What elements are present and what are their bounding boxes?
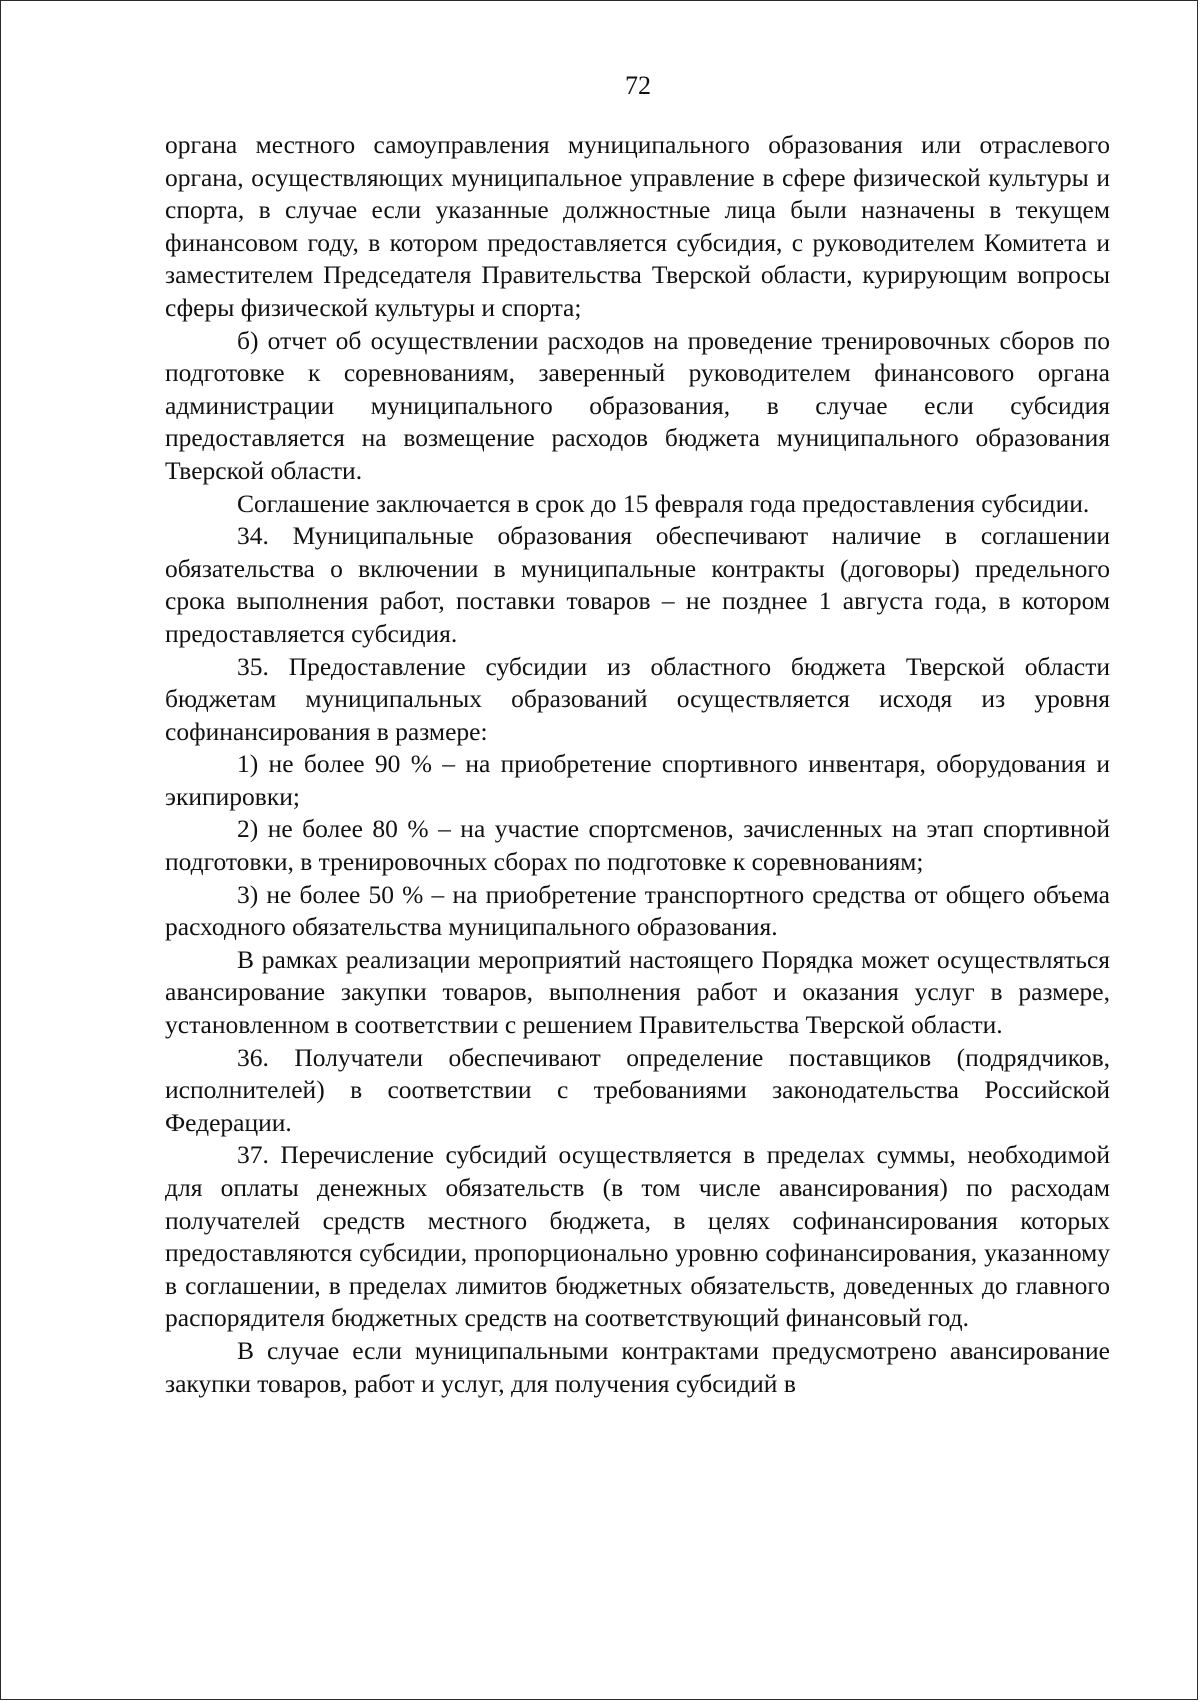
- document-body: [165, 129, 1110, 1400]
- paragraph-35-item-1: 1) не более 90 % – на приобретение спортивного инвентаря, оборудования и экипировки;: [165, 749, 1110, 811]
- paragraph-36: 36. Получатели обеспечивают определение поставщиков (подрядчиков, исполнителей) в соответствии с требованиями законодательства Российской Федерации.: [165, 1042, 1110, 1137]
- paragraph-agreement-deadline: Соглашение заключается в срок до 15 февраля года предоставления субсидии.: [237, 488, 1090, 518]
- paragraph-advance-payment: В рамках реализации мероприятий настоящего Порядка может осуществляться авансирование закупки товаров, выполнения работ и оказания услуг в размере, установленном в соответствии с решением Правительства Тверской области.: [165, 944, 1110, 1040]
- paragraph-37: 37. Перечисление субсидий осуществляется в пределах суммы, необходимой для оплаты денежных обязательств (в том числе авансирования) по расходам получателей средств местного бюджета, в целях софинансирования которых предоставляются субсидии, пропорционально уровню софинансирования, указанному в соглашении, в пределах лимитов бюджетных обязательств, доведенных до главного распорядителя бюджетных средств на соответствующий финансовый год.: [165, 1140, 1110, 1333]
- paragraph-item-b: б) отчет об осуществлении расходов на проведение тренировочных сборов по подготовке к соревнованиям, заверенный руководителем финансового органа администрации муниципального образования, в случае если субсидия предоставляется на возмещение расходов бюджета муниципального образования Тверской области.: [165, 325, 1110, 485]
- paragraph-35-item-3: 3) не более 50 % – на приобретение транспортного средства от общего объема расходного обязательства муниципального образования.: [165, 879, 1110, 942]
- page-number: 72: [625, 71, 651, 100]
- paragraph-continuation: органа местного самоуправления муниципального образования или отраслевого органа, осуществляющих муниципальное управление в сфере физической культуры и спорта, в случае если указанные должностные лица были назначены в текущем финансовом году, в котором предоставляется субсидия, с руководителем Комитета и заместителем Председателя Правительства Тверской области, курирующим вопросы сферы физической культуры и спорта;: [165, 130, 1110, 322]
- paragraph-35-item-2: 2) не более 80 % – на участие спортсменов, зачисленных на этап спортивной подготовки, в тренировочных сборах по подготовке к соревнованиям;: [165, 814, 1110, 877]
- paragraph-35: 35. Предоставление субсидии из областного бюджета Тверской области бюджетам муниципальных образований осуществляется исходя из уровня софинансирования в размере:: [165, 651, 1110, 746]
- paragraph-advance-case: В случае если муниципальными контрактами предусмотрено авансирование закупки товаров, работ и услуг, для получения субсидий в: [165, 1335, 1110, 1398]
- paragraph-34: 34. Муниципальные образования обеспечивают наличие в соглашении обязательства о включении в муниципальные контракты (договоры) предельного срока выполнения работ, поставки товаров – не позднее 1 августа года, в котором предоставляется субсидия.: [165, 521, 1110, 648]
